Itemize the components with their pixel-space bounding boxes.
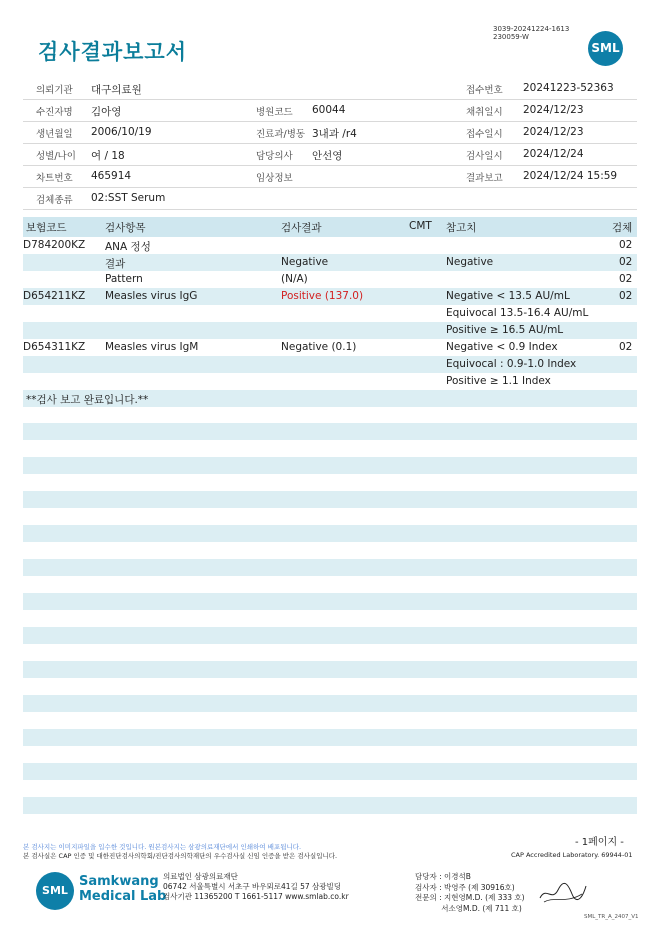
document-id-line: 230059-W bbox=[493, 33, 529, 41]
cell-ref: Positive ≥ 16.5 AU/mL bbox=[446, 324, 564, 336]
info-value: 2006/10/19 bbox=[91, 126, 152, 138]
table-stripe bbox=[23, 559, 637, 576]
table-row bbox=[23, 271, 637, 288]
cell-result: (N/A) bbox=[281, 273, 308, 285]
info-value: 2024/12/24 15:59 bbox=[523, 170, 618, 182]
info-row bbox=[23, 78, 637, 100]
cell-specimen: 02 bbox=[619, 341, 633, 353]
cell-code: D784200KZ bbox=[23, 239, 86, 251]
info-value: 02:SST Serum bbox=[91, 192, 166, 204]
patient-info-table bbox=[23, 78, 637, 210]
table-stripe bbox=[23, 593, 637, 610]
table-row bbox=[23, 373, 637, 390]
lab-address bbox=[163, 872, 349, 902]
info-label: 수진자명 bbox=[36, 107, 73, 118]
cap-accreditation: CAP Accredited Laboratory. 69944-01 bbox=[511, 851, 633, 859]
completion-note bbox=[23, 390, 637, 407]
header-specimen: 검체 bbox=[612, 222, 633, 234]
table-stripe bbox=[23, 423, 637, 440]
page-number: - 1페이지 - bbox=[575, 837, 624, 848]
brand-name bbox=[79, 874, 166, 904]
info-row bbox=[23, 188, 637, 210]
footer-note-cap: 본 검사실은 CAP 인증 및 대한진단검사의학회/진단검사의학재단의 우수검사실 신임 인증을 받은 검사실입니다. bbox=[23, 852, 338, 860]
table-row bbox=[23, 237, 637, 254]
table-row bbox=[23, 356, 637, 373]
table-stripe bbox=[23, 661, 637, 678]
info-value: 안선영 bbox=[312, 150, 343, 162]
cell-code: D654311KZ bbox=[23, 341, 86, 353]
cell-ref: Positive ≥ 1.1 Index bbox=[446, 375, 551, 387]
cell-item: ANA 정성 bbox=[105, 241, 151, 253]
staff-line: 서소영M.D. (제 711 호) bbox=[415, 903, 522, 913]
cell-ref: Negative < 0.9 Index bbox=[446, 341, 558, 353]
info-label: 성별/나이 bbox=[36, 151, 76, 162]
info-label: 접수번호 bbox=[466, 85, 503, 96]
info-value: 3내과 /r4 bbox=[312, 128, 357, 140]
info-value: 김아영 bbox=[91, 106, 122, 118]
header-result: 검사결과 bbox=[281, 222, 322, 234]
info-value: 60044 bbox=[312, 104, 346, 116]
cell-ref: Negative < 13.5 AU/mL bbox=[446, 290, 570, 302]
table-stripe bbox=[23, 457, 637, 474]
table-stripe bbox=[23, 491, 637, 508]
results-table-header bbox=[23, 217, 637, 237]
header-reference: 참고치 bbox=[446, 222, 477, 234]
info-label: 채취일시 bbox=[466, 107, 503, 118]
info-value: 465914 bbox=[91, 170, 132, 182]
cell-result: Negative (0.1) bbox=[281, 341, 357, 353]
completion-text: **검사 보고 완료입니다.** bbox=[26, 394, 149, 406]
table-stripe bbox=[23, 729, 637, 746]
sml-logo: SML bbox=[588, 31, 623, 66]
header-cmt: CMT bbox=[409, 220, 432, 232]
staff-line: 검사자 : 박영주 (제 30916호) bbox=[415, 882, 515, 892]
table-stripe bbox=[23, 627, 637, 644]
info-label: 병원코드 bbox=[256, 107, 293, 118]
table-row bbox=[23, 339, 637, 356]
staff-line: 담당자 : 이경석B bbox=[415, 872, 471, 881]
info-label: 담당의사 bbox=[256, 151, 293, 162]
form-code: SML_TR_A_2407_V1 bbox=[584, 914, 639, 920]
cell-specimen: 02 bbox=[619, 273, 633, 285]
info-row bbox=[23, 100, 637, 122]
info-label: 생년월일 bbox=[36, 129, 73, 140]
info-label: 검사일시 bbox=[466, 151, 503, 162]
info-label: 차트번호 bbox=[36, 173, 73, 184]
info-row bbox=[23, 122, 637, 144]
cell-item: Measles virus IgG bbox=[105, 290, 198, 302]
cell-result: Negative bbox=[281, 256, 329, 268]
table-row bbox=[23, 254, 637, 271]
info-label: 진료과/병동 bbox=[256, 129, 306, 140]
table-stripe bbox=[23, 797, 637, 814]
info-row bbox=[23, 144, 637, 166]
info-value: 2024/12/23 bbox=[523, 126, 584, 138]
info-value: 2024/12/24 bbox=[523, 148, 584, 160]
cell-item: Pattern bbox=[105, 273, 143, 285]
footer-note-image: 본 검사지는 이미지파일을 입수한 것입니다. 원본검사지는 삼광의료재단에서 인쇄하여 배포됩니다. bbox=[23, 843, 302, 851]
info-value: 2024/12/23 bbox=[523, 104, 584, 116]
table-stripe bbox=[23, 695, 637, 712]
cell-ref: Equivocal : 0.9-1.0 Index bbox=[446, 358, 577, 370]
sml-footer-logo: SML bbox=[36, 872, 74, 910]
cell-specimen: 02 bbox=[619, 290, 633, 302]
cell-ref: Negative bbox=[446, 256, 494, 268]
table-row bbox=[23, 322, 637, 339]
header-code: 보험코드 bbox=[26, 222, 67, 234]
address-line: 검사기관 11365200 T 1661-5117 www.smlab.co.kr bbox=[163, 892, 349, 901]
table-row bbox=[23, 288, 637, 305]
cell-result: Positive (137.0) bbox=[281, 290, 364, 302]
document-id-line: 3039-20241224-1613 bbox=[493, 25, 570, 33]
info-value: 여 / 18 bbox=[91, 150, 125, 162]
staff-info bbox=[415, 872, 525, 914]
info-row bbox=[23, 166, 637, 188]
info-label: 검체종류 bbox=[36, 195, 73, 206]
brand-line: Medical Lab bbox=[79, 889, 167, 904]
cell-item: Measles virus IgM bbox=[105, 341, 199, 353]
address-line: 06742 서울특별시 서초구 바우뫼로41길 57 삼광빌딩 bbox=[163, 882, 342, 891]
brand-line: Samkwang bbox=[79, 874, 159, 889]
table-stripe bbox=[23, 763, 637, 780]
signature-icon bbox=[538, 880, 588, 906]
cell-specimen: 02 bbox=[619, 256, 633, 268]
info-value: 20241223-52363 bbox=[523, 82, 614, 94]
cell-ref: Equivocal 13.5-16.4 AU/mL bbox=[446, 307, 589, 319]
info-label: 접수일시 bbox=[466, 129, 503, 140]
staff-line: 전문의 : 지현영M.D. (제 333 호) bbox=[415, 893, 525, 902]
info-value: 대구의료원 bbox=[91, 84, 142, 96]
page-title: 검사결과보고서 bbox=[38, 40, 188, 64]
info-label: 결과보고 bbox=[466, 173, 503, 184]
cell-item: 결과 bbox=[105, 258, 126, 270]
table-stripe bbox=[23, 525, 637, 542]
table-row bbox=[23, 305, 637, 322]
cell-specimen: 02 bbox=[619, 239, 633, 251]
document-id bbox=[493, 25, 569, 41]
address-line: 의료법인 삼광의료재단 bbox=[163, 872, 238, 881]
info-label: 임상정보 bbox=[256, 173, 293, 184]
info-label: 의뢰기관 bbox=[36, 85, 73, 96]
cell-code: D654211KZ bbox=[23, 290, 86, 302]
header-item: 검사항목 bbox=[105, 222, 146, 234]
